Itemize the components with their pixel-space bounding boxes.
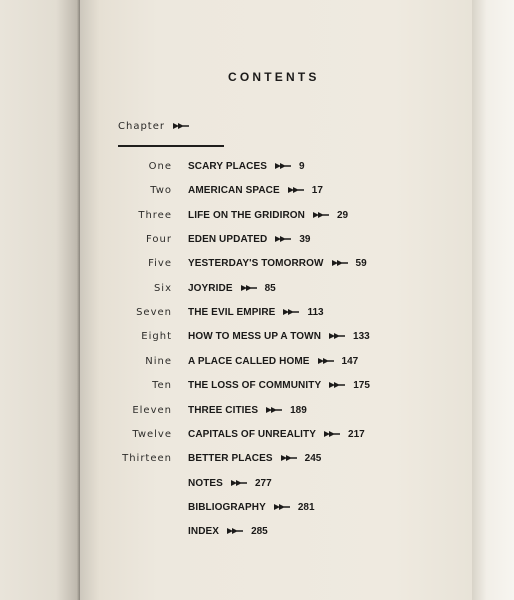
double-chevron-arrow-icon [288, 185, 304, 195]
page-number: 29 [337, 209, 349, 221]
chapter-title: INDEX [188, 525, 220, 537]
chapter-number: Ten [152, 379, 172, 391]
chapter-title: CAPITALS OF UNREALITY [188, 428, 317, 440]
chapter-number: Three [138, 209, 172, 221]
double-chevron-arrow-icon [275, 234, 291, 244]
chapter-title: A PLACE CALLED HOME [188, 355, 310, 367]
chapter-number: Five [148, 257, 172, 269]
chapter-number: Four [146, 233, 172, 245]
double-chevron-arrow-icon [241, 283, 257, 293]
page-number: 17 [311, 184, 323, 196]
double-chevron-arrow-icon [231, 478, 247, 488]
chapter-number: Six [153, 282, 172, 294]
entry-line [188, 453, 321, 464]
page-number: 85 [264, 282, 276, 294]
page-title: CONTENTS [228, 70, 320, 84]
double-chevron-arrow-icon [274, 502, 290, 512]
toc-entry [0, 328, 514, 344]
page-number: 113 [307, 306, 324, 318]
page-number: 147 [341, 355, 359, 367]
toc-entry [0, 255, 514, 271]
chapter-title: LIFE ON THE GRIDIRON [188, 209, 305, 221]
chapter-number: One [148, 160, 172, 172]
double-chevron-arrow-icon [329, 380, 345, 390]
page-number: 189 [290, 404, 307, 416]
double-chevron-arrow-icon [281, 453, 297, 463]
toc-entry [0, 475, 514, 491]
toc-entry [0, 353, 514, 369]
toc-entry [0, 182, 514, 198]
page-number: 277 [254, 477, 272, 489]
toc-entry [0, 402, 514, 418]
double-chevron-arrow-icon [275, 161, 291, 171]
chapter-title: THREE CITIES [188, 404, 259, 416]
page-number: 39 [299, 233, 311, 245]
entry-line [188, 380, 370, 391]
entry-line [188, 502, 315, 513]
chapter-number: Thirteen [122, 452, 172, 464]
chapter-title: BIBLIOGRAPHY [188, 501, 266, 513]
entry-line [188, 185, 323, 196]
chapter-title: NOTES [188, 477, 223, 489]
double-chevron-arrow-icon [173, 121, 189, 131]
double-chevron-arrow-icon [283, 307, 299, 317]
double-chevron-arrow-icon [227, 526, 243, 536]
entry-line [188, 429, 365, 440]
toc-entry [0, 450, 514, 466]
page-number: 281 [297, 501, 315, 513]
chapter-title: BETTER PLACES [188, 452, 273, 464]
double-chevron-arrow-icon [318, 356, 334, 366]
entry-line [188, 478, 272, 489]
entry-line [188, 331, 370, 342]
chapter-title: JOYRIDE [188, 282, 233, 294]
chapter-title: YESTERDAY'S TOMORROW [188, 257, 324, 269]
chapter-title: EDEN UPDATED [188, 233, 268, 245]
entry-line [188, 405, 307, 416]
toc-entry [0, 304, 514, 320]
entry-line [188, 161, 305, 172]
chapter-number: Twelve [132, 428, 172, 440]
toc-entry [0, 280, 514, 296]
divider-rule [118, 145, 224, 147]
page-number: 9 [299, 160, 305, 172]
page-number: 285 [251, 525, 268, 537]
page-number: 245 [304, 452, 322, 464]
double-chevron-arrow-icon [313, 210, 329, 220]
toc-entry [0, 207, 514, 223]
toc-entry [0, 523, 514, 539]
chapter-number: Eight [141, 330, 172, 342]
entry-line [188, 526, 268, 537]
chapter-number: Two [150, 184, 172, 196]
toc-entry [0, 231, 514, 247]
page-number: 217 [348, 428, 365, 440]
chapter-header [118, 118, 189, 134]
chapter-label: Chapter [118, 120, 165, 132]
chapter-title: AMERICAN SPACE [188, 184, 280, 196]
toc-entry [0, 377, 514, 393]
entry-line [188, 307, 324, 318]
double-chevron-arrow-icon [332, 258, 348, 268]
chapter-number: Nine [145, 355, 172, 367]
toc-entry [0, 426, 514, 442]
page-number: 133 [353, 330, 370, 342]
chapter-title: SCARY PLACES [188, 160, 267, 172]
double-chevron-arrow-icon [329, 331, 345, 341]
toc-entry [0, 158, 514, 174]
chapter-title: THE EVIL EMPIRE [188, 306, 276, 318]
entry-line [188, 356, 358, 367]
page-number: 175 [353, 379, 370, 391]
chapter-number: Seven [136, 306, 172, 318]
double-chevron-arrow-icon [324, 429, 340, 439]
entry-line [188, 210, 348, 221]
chapter-number: Eleven [132, 404, 172, 416]
double-chevron-arrow-icon [266, 405, 282, 415]
chapter-title: HOW TO MESS UP A TOWN [188, 330, 322, 342]
entry-line [188, 258, 367, 269]
entry-line [188, 234, 310, 245]
entry-line [188, 283, 276, 294]
chapter-title: THE LOSS OF COMMUNITY [188, 379, 322, 391]
toc-entry [0, 499, 514, 515]
page-number: 59 [355, 257, 367, 269]
